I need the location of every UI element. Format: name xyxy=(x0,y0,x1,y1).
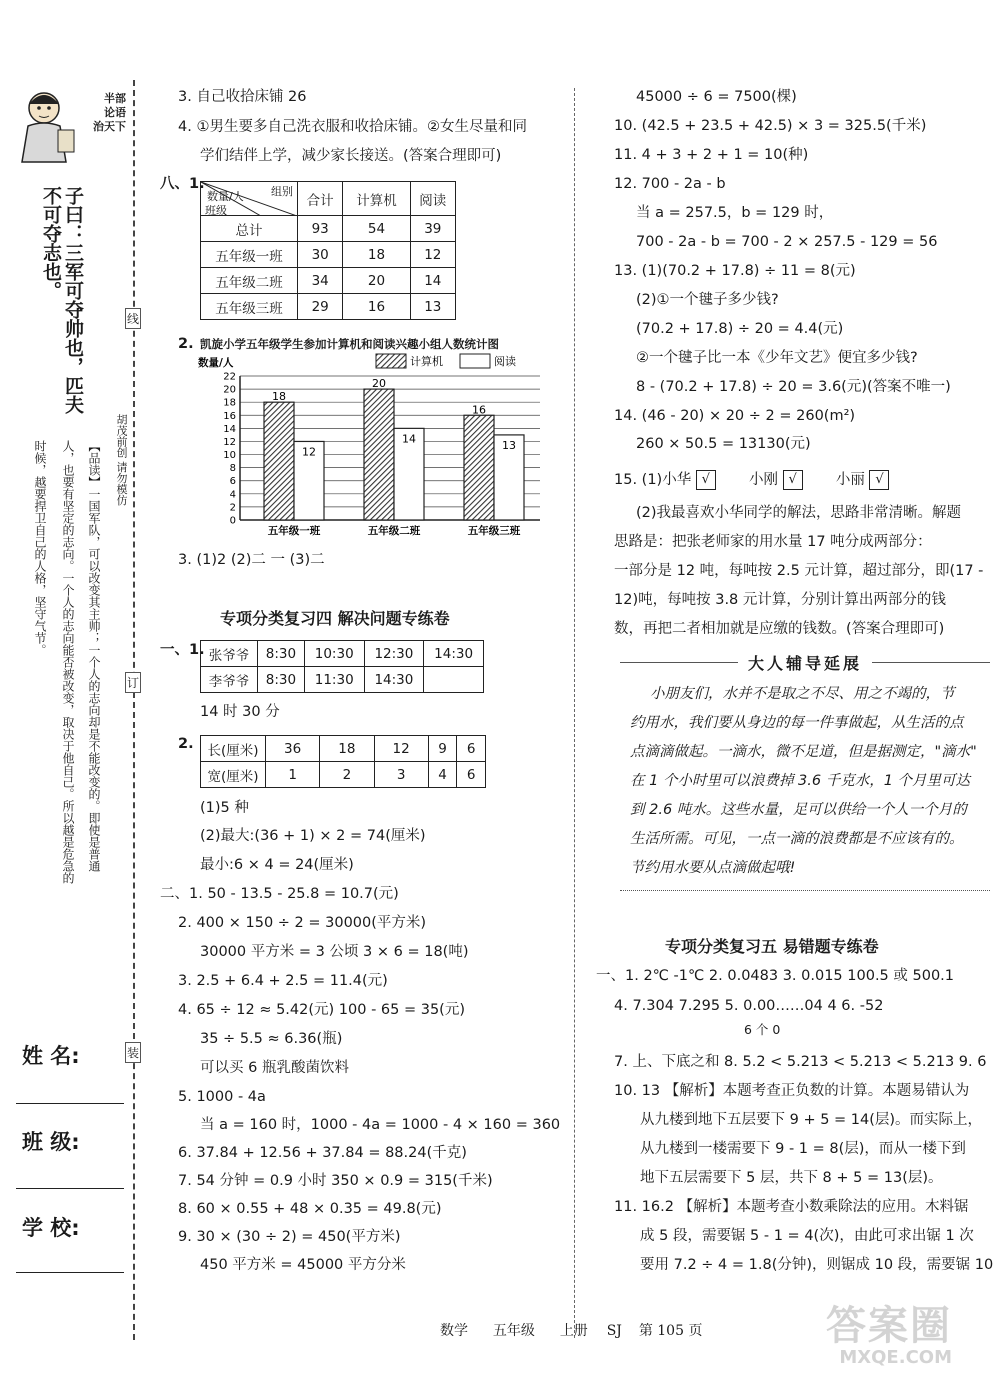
y-tick-label: 4 xyxy=(229,489,236,501)
check-box[interactable]: √ xyxy=(696,470,716,490)
text-line: 7. 54 分钟 = 0.9 小时 350 × 0.9 = 315(千米) xyxy=(178,1173,493,1189)
corner-bottom: 班级 xyxy=(205,204,227,217)
text-line: 6. 37.84 + 12.56 + 37.84 = 88.24(千克) xyxy=(178,1145,467,1161)
text-line: 4. 65 ÷ 12 ≈ 5.42(元) 100 - 65 = 35(元) xyxy=(178,1002,465,1018)
table-cell: 39 xyxy=(410,216,455,242)
table-cell: 6 xyxy=(457,762,486,788)
table-cell: 张爷爷 xyxy=(201,641,258,667)
proverb-a: 子曰：三军可夺帅也，匹夫 xyxy=(62,186,84,414)
tutor-box-bottom xyxy=(620,890,990,891)
watermark-url: MXQE.COM xyxy=(839,1347,952,1368)
class-field[interactable] xyxy=(16,1188,124,1189)
text-line: 最小:6 × 4 = 24(厘米) xyxy=(200,857,354,873)
text-line: 7. 上、下底之和 8. 5.2 < 5.213 < 5.213 < 5.213 9. 6 xyxy=(614,1054,987,1070)
bar-value-label: 13 xyxy=(502,438,516,452)
footer-subject: 数学 xyxy=(440,1323,468,1339)
y-tick-label: 14 xyxy=(223,423,236,435)
table-row xyxy=(201,641,484,667)
q15-label-b: 小刚 xyxy=(749,472,779,488)
box-line: 在 1 个小时里可以浪费掉 3.6 千克水，1 个月里可达 xyxy=(630,773,971,789)
table-cell: 五年级二班 xyxy=(201,268,298,294)
confucius-figure-icon xyxy=(14,86,84,166)
commentary-line: 【品读】一国军队，可以改变其主帅；一个人的志向却是不能改变的。即使是普通 xyxy=(87,440,101,872)
table-row xyxy=(201,762,486,788)
badge-line: 治天下 xyxy=(93,120,126,133)
section-title: 专项分类复习五 易错题专练卷 xyxy=(665,937,879,956)
table-cell: 五年级三班 xyxy=(201,294,298,320)
table-cell: 54 xyxy=(343,216,410,242)
name-label: 姓 名: xyxy=(22,1044,80,1068)
x-tick-label: 五年级三班 xyxy=(467,525,521,537)
text-line: (2)我最喜欢小华同学的解法，思路非常清晰。解题 xyxy=(636,505,962,521)
table-cell: 29 xyxy=(298,294,343,320)
footer-page: 第 105 页 xyxy=(638,1323,703,1339)
bar xyxy=(464,415,494,520)
table-cell: 11:30 xyxy=(304,667,364,693)
proverb-b: 不可夺志也。 xyxy=(40,186,62,300)
text-line: 3. 自己收拾床铺 26 xyxy=(178,89,307,105)
x-tick-label: 五年级二班 xyxy=(367,525,421,537)
text-line: 9. 30 × (30 ÷ 2) = 450(平方米) xyxy=(178,1229,401,1245)
table-cell: 13 xyxy=(410,294,455,320)
table-cell: 2 xyxy=(320,762,374,788)
text-line: 700 - 2a - b = 700 - 2 × 257.5 - 129 = 56 xyxy=(636,234,938,250)
table-cell: 10:30 xyxy=(304,641,364,667)
bar xyxy=(264,402,294,520)
text-line: 要用 7.2 ÷ 4 = 1.8(分钟)，则锯成 10 段，需要锯 10 xyxy=(640,1257,994,1273)
question-label: 2. xyxy=(178,736,194,752)
y-tick-label: 0 xyxy=(229,515,236,527)
question-label: 八、1. xyxy=(160,176,205,192)
badge xyxy=(86,92,126,134)
table-cell: 18 xyxy=(343,242,410,268)
text-line: 数，再把二者相加就是应缴的钱数。(答案合理即可) xyxy=(614,621,945,637)
y-tick-label: 2 xyxy=(229,502,236,514)
table-cell: 16 xyxy=(343,294,410,320)
text-line: 3. 2.5 + 6.4 + 2.5 = 11.4(元) xyxy=(178,973,388,989)
table-cell: 34 xyxy=(298,268,343,294)
name-field[interactable] xyxy=(16,1103,124,1104)
text-line: 思路是：把张老师家的用水量 17 吨分成两部分： xyxy=(614,534,932,550)
text-line: 4. ①男生要多自己洗衣服和收拾床铺。②女生尽量和同 xyxy=(178,119,527,135)
text-line: 4. 7.304 7.295 5. 0.00……04 4 6. -52 xyxy=(614,998,884,1014)
y-tick-label: 10 xyxy=(223,450,236,462)
bar-value-label: 14 xyxy=(402,432,416,446)
text-line: 地下五层需要下 5 层，共下 8 + 5 = 13(层)。 xyxy=(640,1170,943,1186)
corner-left: 数量/人 xyxy=(207,190,244,203)
text-line: 3. (1)2 (2)二 一 (3)二 xyxy=(178,552,325,568)
dimension-table xyxy=(200,735,486,788)
text-line: 6 个 0 xyxy=(744,1022,781,1037)
cut-label: 装 xyxy=(125,1042,141,1063)
text-line: 学们结伴上学，减少家长接送。(答案合理即可) xyxy=(200,148,502,164)
text-line: 一部分是 12 吨，每吨按 2.5 元计算，超过部分，即(17 - xyxy=(614,563,984,579)
bar-value-label: 18 xyxy=(272,390,286,404)
text-line: 11. 16.2 【解析】本题考查小数乘除法的应用。木料锯 xyxy=(614,1199,969,1215)
text-line: 10. (42.5 + 23.5 + 42.5) × 3 = 325.5(千米) xyxy=(614,118,927,134)
q15-label-c: 小丽 xyxy=(835,472,865,488)
text-line: (1)5 种 xyxy=(200,800,249,816)
text-line: 二、1. 50 - 13.5 - 25.8 = 10.7(元) xyxy=(160,886,399,902)
watermark-text: 答案圈 xyxy=(826,1303,952,1349)
table-cell: 12:30 xyxy=(364,641,424,667)
section-title: 专项分类复习四 解决问题专练卷 xyxy=(220,609,450,628)
question-label: 一、1. xyxy=(160,642,205,658)
text-line: (70.2 + 17.8) ÷ 20 = 4.4(元) xyxy=(636,321,844,337)
table-row xyxy=(201,736,486,762)
table-cell: 宽(厘米) xyxy=(201,762,266,788)
table-row xyxy=(201,667,484,693)
table-cell: 4 xyxy=(428,762,457,788)
class-label: 班 级: xyxy=(22,1130,80,1154)
check-box[interactable]: √ xyxy=(869,470,889,490)
table-cell: 五年级一班 xyxy=(201,242,298,268)
cut-line xyxy=(133,80,135,1340)
school-label: 学 校: xyxy=(22,1216,80,1240)
footer-volume: 上册 xyxy=(559,1323,588,1339)
box-line: 到 2.6 吨水。这些水量，足可以供给一个人一个月的 xyxy=(630,802,967,818)
table-cell: 9 xyxy=(428,736,457,762)
table-cell: 30 xyxy=(298,242,343,268)
text-line: 2. 400 × 150 ÷ 2 = 30000(平方米) xyxy=(178,915,427,931)
legend-label: 阅读 xyxy=(494,355,516,368)
text-line: 从九楼到地下五层要下 9 + 5 = 14(层)。而实际上， xyxy=(640,1112,983,1128)
copyright-note: 胡茂前创 请勿模仿 xyxy=(115,414,128,506)
badge-line: 论语 xyxy=(104,106,126,119)
text-line: 一、1. 2℃ -1℃ 2. 0.0483 3. 0.015 100.5 或 500.1 xyxy=(596,968,955,984)
bar-chart xyxy=(198,352,558,542)
box-line: 点滴滴做起。一滴水，微不足道，但是据测定，"滴水" xyxy=(630,744,977,760)
text-line: 12)吨，每吨按 3.8 元计算，分别计算出两部分的钱 xyxy=(614,592,946,608)
tutor-box-title: 大人辅导延展 xyxy=(738,651,872,674)
q15-label-a: 15. (1)小华 xyxy=(614,472,692,488)
table-header: 阅读 xyxy=(410,182,455,216)
group-count-table xyxy=(200,181,456,320)
check-box[interactable]: √ xyxy=(783,470,803,490)
badge-line: 半部 xyxy=(104,92,126,105)
text-line: 8 - (70.2 + 17.8) ÷ 20 = 3.6(元)(答案不唯一) xyxy=(636,379,951,395)
box-line: 约用水，我们要从身边的每一件事做起，从生活的点 xyxy=(630,715,964,731)
y-tick-label: 18 xyxy=(223,397,236,409)
table-cell: 12 xyxy=(374,736,428,762)
text-line: 30000 平方米 = 3 公顷 3 × 6 = 18(吨) xyxy=(200,944,469,960)
table-cell: 1 xyxy=(266,762,320,788)
school-field[interactable] xyxy=(16,1272,124,1273)
legend-swatch xyxy=(376,354,406,368)
table-cell: 14:30 xyxy=(364,667,424,693)
commentary-line: 人，也要有坚定的志向。一个人的志向能否被改变，取决于他自己。所以越是危急的 xyxy=(61,440,75,884)
text-line: (2)①一个毽子多少钱? xyxy=(636,292,779,308)
text-line: 10. 13 【解析】本题考查正负数的计算。本题易错认为 xyxy=(614,1083,970,1099)
cut-label: 订 xyxy=(125,672,141,693)
text-line: 12. 700 - 2a - b xyxy=(614,176,726,192)
text-line: ②一个毽子比一本《少年文艺》便宜多少钱? xyxy=(636,350,918,366)
table-cell: 14:30 xyxy=(424,641,484,667)
box-line: 生活所需。可见，一点一滴的浪费都是不应该有的。 xyxy=(630,831,964,847)
footer-edition: SJ xyxy=(606,1323,622,1339)
text-line: 260 × 50.5 = 13130(元) xyxy=(636,436,811,452)
table-cell: 6 xyxy=(457,736,486,762)
table-cell: 8:30 xyxy=(258,667,305,693)
watermark xyxy=(826,1294,952,1368)
y-axis-label: 数量/人 xyxy=(198,357,234,369)
text-line: 从九楼到一楼需要下 9 - 1 = 8(层)，而从一楼下到 xyxy=(640,1141,966,1157)
table-header: 计算机 xyxy=(343,182,410,216)
question-label: 2. xyxy=(178,336,194,352)
table-cell: 14 xyxy=(410,268,455,294)
table-cell: 36 xyxy=(266,736,320,762)
text-line: 14 时 30 分 xyxy=(200,704,280,720)
text-line: 5. 1000 - 4a xyxy=(178,1089,266,1105)
bar-value-label: 16 xyxy=(472,403,486,417)
table-row xyxy=(201,242,456,268)
column-divider xyxy=(574,88,575,1338)
text-line: 可以买 6 瓶乳酸菌饮料 xyxy=(200,1060,349,1076)
table-cell: 总计 xyxy=(201,216,298,242)
y-tick-label: 8 xyxy=(229,463,236,475)
cut-label: 线 xyxy=(125,308,141,329)
commentary-line: 时候，越要捍卫自己的人格，坚守气节。 xyxy=(33,440,47,656)
bar xyxy=(364,389,394,520)
table-cell: 3 xyxy=(374,762,428,788)
table-header: 合计 xyxy=(298,182,343,216)
y-tick-label: 22 xyxy=(223,371,236,383)
legend-swatch xyxy=(460,354,490,368)
sidebar xyxy=(0,0,140,1390)
table-row xyxy=(201,216,456,242)
y-tick-label: 20 xyxy=(223,384,236,396)
footer-grade: 五年级 xyxy=(492,1323,535,1339)
box-line: 节约用水要从点滴做起哦! xyxy=(630,860,796,876)
question-15 xyxy=(614,470,889,490)
table-cell: 长(厘米) xyxy=(201,736,266,762)
text-line: 14. (46 - 20) × 20 ÷ 2 = 260(m²) xyxy=(614,408,856,424)
x-tick-label: 五年级一班 xyxy=(267,525,321,537)
table-row xyxy=(201,294,456,320)
table-cell: 18 xyxy=(320,736,374,762)
box-line: 小朋友们，水并不是取之不尽、用之不竭的，节 xyxy=(650,686,955,702)
y-tick-label: 12 xyxy=(223,436,236,448)
bar-value-label: 20 xyxy=(372,377,386,391)
text-line: 13. (1)(70.2 + 17.8) ÷ 11 = 8(元) xyxy=(614,263,856,279)
legend-label: 计算机 xyxy=(410,355,443,368)
table-cell: 李爷爷 xyxy=(201,667,258,693)
page-footer xyxy=(440,1320,702,1340)
text-line: (2)最大:(36 + 1) × 2 = 74(厘米) xyxy=(200,828,426,844)
y-tick-label: 16 xyxy=(223,410,236,422)
corner-top: 组别 xyxy=(271,185,293,198)
table-cell: 12 xyxy=(410,242,455,268)
tutor-box xyxy=(620,676,992,888)
text-line: 当 a = 160 时，1000 - 4a = 1000 - 4 × 160 = 360 xyxy=(200,1117,561,1133)
bar-value-label: 12 xyxy=(302,445,316,459)
table-row xyxy=(201,268,456,294)
table-cell: 93 xyxy=(298,216,343,242)
text-line: 45000 ÷ 6 = 7500(棵) xyxy=(636,89,797,105)
table-cell xyxy=(424,667,484,693)
y-tick-label: 6 xyxy=(229,476,236,488)
text-line: 450 平方米 = 45000 平方分米 xyxy=(200,1257,406,1273)
table-cell: 20 xyxy=(343,268,410,294)
chart-title: 凯旋小学五年级学生参加计算机和阅读兴趣小组人数统计图 xyxy=(200,337,499,351)
text-line: 成 5 段，需要锯 5 - 1 = 4(次)，由此可求出锯 1 次 xyxy=(640,1228,974,1244)
table-cell: 8:30 xyxy=(258,641,305,667)
table-corner xyxy=(201,182,298,216)
text-line: 8. 60 × 0.55 + 48 × 0.35 = 49.8(元) xyxy=(178,1201,442,1217)
text-line: 35 ÷ 5.5 ≈ 6.36(瓶) xyxy=(200,1031,343,1047)
text-line: 11. 4 + 3 + 2 + 1 = 10(种) xyxy=(614,147,809,163)
text-line: 当 a = 257.5，b = 129 时， xyxy=(636,205,834,221)
schedule-table xyxy=(200,640,484,693)
